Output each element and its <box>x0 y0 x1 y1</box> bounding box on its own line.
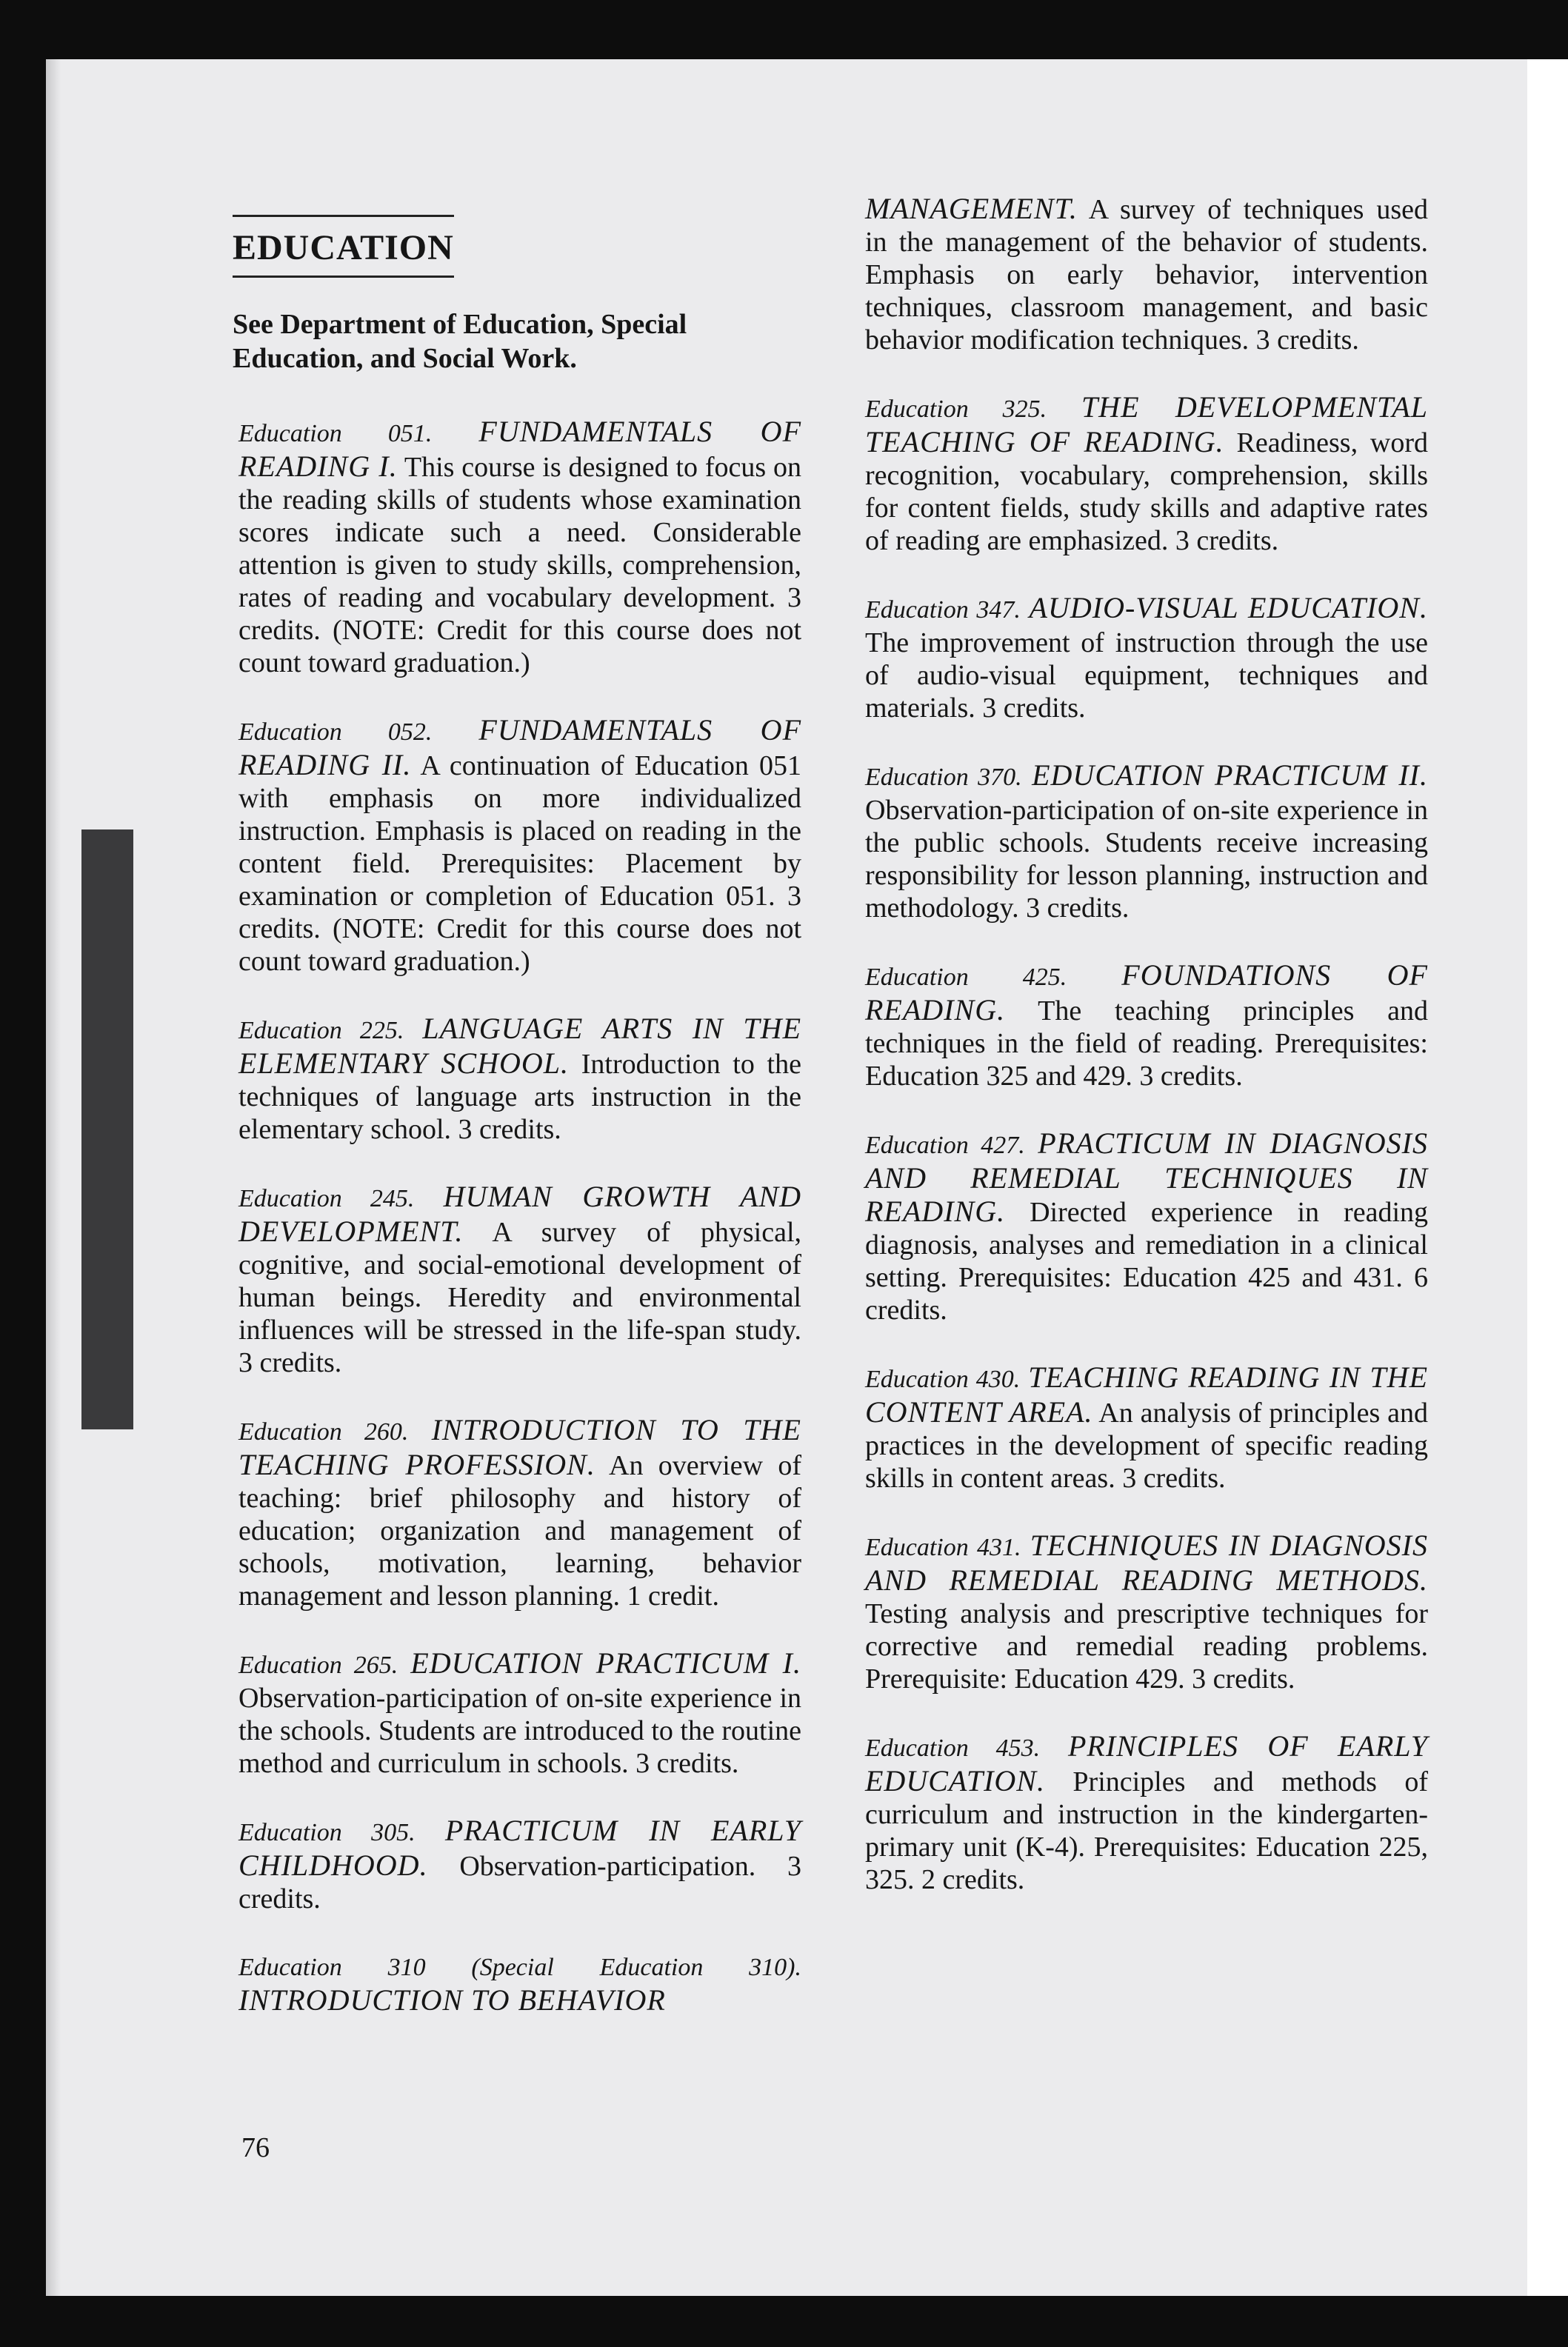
thumb-index-tab <box>81 829 133 1429</box>
course-title: EDUCATION PRACTICUM I. <box>410 1646 801 1680</box>
course-code: Education 260. <box>238 1418 409 1446</box>
course-entry <box>238 1950 801 2017</box>
course-entry <box>865 959 1428 1092</box>
course-code: Education 265. <box>238 1652 398 1679</box>
course-code: Education 427. <box>865 1132 1025 1159</box>
course-title: TEACHING READING IN THE CONTENT AREA. <box>865 1361 1428 1429</box>
section-intro: See Department of Education, Special Education, and Social Work. <box>233 309 687 374</box>
course-description: The teaching principles and techniques in the field of reading. Prerequisites: Education 325 and 429. 3 credits. <box>865 995 1428 1092</box>
course-title: PRINCIPLES OF EARLY EDUCATION. <box>865 1729 1428 1797</box>
next-page-edge <box>1527 59 1568 2296</box>
left-column <box>233 193 802 2052</box>
course-code: Education 245. <box>238 1185 415 1212</box>
course-title: LANGUAGE ARTS IN THE ELEMENTARY SCHOOL. <box>238 1012 801 1080</box>
course-entry <box>238 415 801 679</box>
course-entry <box>865 592 1428 724</box>
course-code: Education 325. <box>865 395 1047 423</box>
course-entry <box>238 1647 801 1780</box>
course-description: A continuation of Education 051 with emphasis on more individualized instruction. Emphasis is placed on reading in the content field. Prerequisites: Placement by examination or completion of Education 051. 3 credits. (NOTE: Credit for this course does not count toward graduation.) <box>238 750 801 977</box>
course-code: Education 425. <box>865 964 1067 991</box>
right-column <box>865 193 1428 1931</box>
course-description: This course is designed to focus on the reading skills of students whose examination scores indicate such a need. Considerable attention is given to study skills, comprehension, rates of reading and vocabulary development. 3 credits. (NOTE: Credit for this course does not count toward graduation.) <box>238 452 801 678</box>
course-title: AUDIO-VISUAL EDUCATION. <box>1029 591 1428 624</box>
course-code: Education 370. <box>865 764 1022 791</box>
course-title: INTRODUCTION TO THE TEACHING PROFESSION. <box>238 1413 801 1481</box>
course-description: Observation-participation of on-site experience in the schools. Students are introduced to the routine method and curriculum in schools. 3 credits. <box>238 1683 801 1779</box>
course-code: Education 305. <box>238 1819 416 1846</box>
course-code: Education 431. <box>865 1534 1021 1561</box>
course-title: MANAGEMENT. <box>865 192 1078 225</box>
course-title: INTRODUCTION TO BEHAVIOR <box>238 1983 666 2017</box>
course-title: PRACTICUM IN DIAGNOSIS AND REMEDIAL TECHNIQUES IN READING. <box>865 1126 1428 1228</box>
course-title: EDUCATION PRACTICUM II. <box>1032 758 1428 792</box>
course-description: A survey of techniques used in the management of the behavior of students. Emphasis on early behavior, intervention techniques, classroom management, and basic behavior modification techniques. 3 credits. <box>865 194 1429 355</box>
course-code: Education 051. <box>238 420 433 447</box>
course-description: Readiness, word recognition, vocabulary, comprehension, skills for content fields, study skills and adaptive rates of reading are emphasized. 3 credits. <box>865 427 1428 556</box>
course-title: FUNDAMENTALS OF READING II. <box>238 713 802 781</box>
course-title: THE DEVELOPMENTAL TEACHING OF READING. <box>865 390 1428 458</box>
course-entry <box>238 1814 801 1915</box>
course-code: Education 453. <box>865 1735 1041 1762</box>
course-title: FUNDAMENTALS OF READING I. <box>238 415 802 483</box>
course-description: An overview of teaching: brief philosophy and history of education; organization and management of schools, motivation, learning, behavior management and lesson planning. 1 credit. <box>238 1450 802 1612</box>
course-code: Education 052. <box>238 718 433 746</box>
course-entry <box>865 1730 1428 1896</box>
course-description: Principles and methods of curriculum and instruction in the kindergarten-primary unit (K-4). Prerequisites: Education 225, 325. 2 credits. <box>865 1766 1428 1895</box>
course-description: Directed experience in reading diagnosis, analyses and remediation in a clinical setting. Prerequisites: Education 425 and 431. 6 credits. <box>865 1197 1428 1326</box>
course-title: FOUNDATIONS OF READING. <box>865 958 1428 1026</box>
course-entry <box>238 1012 801 1146</box>
course-entry <box>865 1529 1428 1695</box>
page-number: 76 <box>241 2132 270 2163</box>
course-code: Education 430. <box>865 1366 1021 1393</box>
course-entry <box>865 1361 1428 1495</box>
course-description: A survey of physical, cognitive, and social-emotional development of human beings. Heredity and environmental influences will be stressed in the life-span study. 3 credits. <box>238 1217 801 1378</box>
page-gutter-shadow <box>46 59 61 2296</box>
course-entry <box>865 1127 1428 1326</box>
course-entry <box>238 1414 801 1612</box>
section-title: EDUCATION <box>233 215 454 278</box>
course-code: Education 310 (Special Education 310). <box>238 1954 801 1981</box>
course-description: Observation-participation of on-site experience in the public schools. Students receive increasing responsibility for lesson planning, instruction and methodology. 3 credits. <box>865 795 1428 924</box>
course-entry <box>865 759 1428 924</box>
course-title: TECHNIQUES IN DIAGNOSIS AND REMEDIAL READING METHODS. <box>865 1529 1428 1597</box>
course-title: PRACTICUM IN EARLY CHILDHOOD. <box>238 1814 801 1882</box>
course-description: The improvement of instruction through the use of audio-visual equipment, techniques and materials. 3 credits. <box>865 627 1428 724</box>
course-code: Education 225. <box>238 1017 404 1044</box>
course-entry <box>865 391 1428 557</box>
course-description: Observation-participation. 3 credits. <box>238 1851 801 1914</box>
course-entry <box>865 193 1428 356</box>
course-description: Testing analysis and prescriptive techniques for corrective and remedial reading problems. Prerequisite: Education 429. 3 credits. <box>865 1598 1428 1695</box>
course-description: Introduction to the techniques of language arts instruction in the elementary school. 3 credits. <box>238 1049 801 1145</box>
course-title: HUMAN GROWTH AND DEVELOPMENT. <box>238 1180 801 1248</box>
course-entry <box>238 714 801 978</box>
course-entry <box>238 1181 801 1379</box>
course-description: An analysis of principles and practices in the development of specific reading skills in content areas. 3 credits. <box>865 1398 1429 1494</box>
course-code: Education 347. <box>865 596 1021 624</box>
